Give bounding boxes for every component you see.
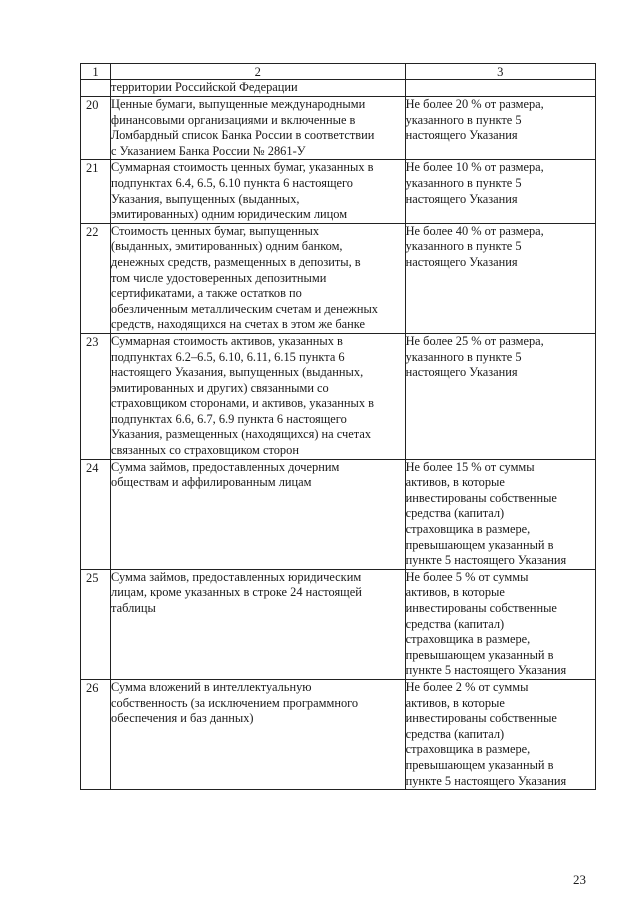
asset-description: Сумма вложений в интеллектуальную собственность (за исключением программного обеспечения и баз данных) [111, 679, 406, 789]
limits-table [80, 63, 596, 790]
row-number-cell [81, 459, 111, 569]
table-row [81, 160, 596, 223]
row-number: 26 [86, 680, 99, 695]
asset-description: Стоимость ценных бумаг, выпущенных (выданных, эмитированных) одним банком, денежных средств, размещенных в депозиты, в том числе удостоверенных депозитными сертификатами, а также остатков по обезличенным металлическим счетам и денежных средств, находящихся на счетах в этом же банке [111, 223, 406, 333]
limit-description: Не более 2 % от суммы активов, в которые инвестированы собственные средства (капитал) страховщика в размере, превышающем указанный в пункте 5 настоящего Указания [405, 679, 595, 789]
table-row [81, 97, 596, 160]
page-number: 23 [573, 872, 586, 887]
table-row [81, 679, 596, 789]
limit-description: Не более 40 % от размера, указанного в пункте 5 настоящего Указания [405, 223, 595, 333]
limit-description: Не более 20 % от размера, указанного в пункте 5 настоящего Указания [405, 97, 595, 160]
table-header-row [81, 64, 596, 80]
table-row [81, 223, 596, 333]
header-col-2: 2 [111, 64, 406, 80]
row-number: 20 [86, 98, 99, 112]
row-number: 24 [86, 460, 99, 475]
limit-description: Не более 5 % от суммы активов, в которые инвестированы собственные средства (капитал) страховщика в размере, превышающем указанный в пункте 5 настоящего Указания [405, 569, 595, 679]
continuation-row [81, 80, 596, 97]
row-number: 25 [86, 570, 99, 585]
asset-description: Суммарная стоимость активов, указанных в подпунктах 6.2–6.5, 6.10, 6.11, 6.15 пункта 6 настоящего Указания, выпущенных (выданных, эмитированных и других) связанными со страховщиком сторонами, и активов, указанных в подпунктах 6.6, 6.7, 6.9 пункта 6 настоящего Указания, размещенных (находящихся) на счетах связанных со страховщиком сторон [111, 333, 406, 459]
row-number-cell [81, 333, 111, 459]
row-number: 22 [86, 224, 99, 239]
row-number-cell [81, 160, 111, 223]
asset-description: Сумма займов, предоставленных дочерним обществам и аффилированным лицам [111, 459, 406, 569]
asset-description: Ценные бумаги, выпущенные международными финансовыми организациями и включенные в Ломбардный список Банка России в соответствии с Указанием Банка России № 2861-У [111, 97, 406, 160]
limit-description: Не более 10 % от размера, указанного в пункте 5 настоящего Указания [405, 160, 595, 223]
header-col-3: 3 [405, 64, 595, 80]
continuation-text: территории Российской Федерации [111, 80, 406, 97]
header-col-1: 1 [81, 64, 111, 80]
row-number: 21 [86, 161, 99, 176]
table-row [81, 459, 596, 569]
table-row [81, 333, 596, 459]
limit-description: Не более 15 % от суммы активов, в которые инвестированы собственные средства (капитал) страховщика в размере, превышающем указанный в пункте 5 настоящего Указания [405, 459, 595, 569]
row-number: 23 [86, 334, 99, 349]
table-row [81, 569, 596, 679]
row-number-cell [81, 679, 111, 789]
continuation-limit-cell [405, 80, 595, 97]
row-number-cell [81, 569, 111, 679]
row-number-cell [81, 97, 111, 160]
asset-description: Суммарная стоимость ценных бумаг, указанных в подпунктах 6.4, 6.5, 6.10 пункта 6 настоящего Указания, выпущенных (выданных, эмитированных) одним юридическим лицом [111, 160, 406, 223]
asset-description: Сумма займов, предоставленных юридическим лицам, кроме указанных в строке 24 настоящей таблицы [111, 569, 406, 679]
row-number-cell [81, 223, 111, 333]
limit-description: Не более 25 % от размера, указанного в пункте 5 настоящего Указания [405, 333, 595, 459]
continuation-num-cell [81, 80, 111, 97]
